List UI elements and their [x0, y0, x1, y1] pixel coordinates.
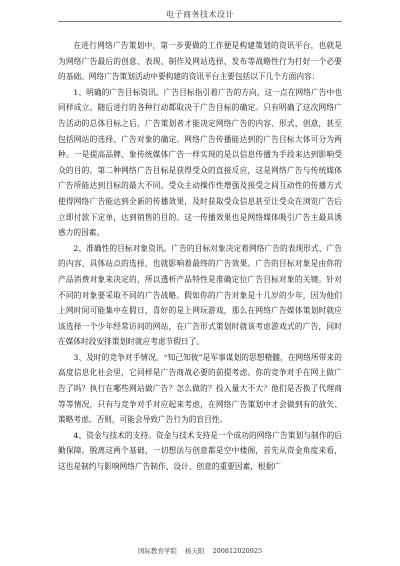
footer-school: 国际教育学院 [137, 547, 177, 555]
body-text [58, 38, 342, 475]
page-footer [0, 546, 400, 555]
footer-student-id: 200812020925 [212, 547, 263, 555]
header-divider [58, 21, 342, 22]
paragraph-competitor: 3、及时的竞争对手情况。“知己知彼”是军事谋划的思想精髓，在网络所带来的高度信息化社会里，它同样是广告商战必要的前提考虑。你的竞争对手在网上做广告了吗？执行在哪些网站做广告？怎么做的？投入量大不大？他们是否换了代理商等等情况，只有与竞争对手对应起来考虑，在网络广告策划中才会做到有的放矢、策略考虑。否则，可能会导致广告行为的盲目性。 [58, 352, 342, 425]
paragraph-funding-tech: 4、资金与技术的支持。资金与技术支持是一个成功的网络广告策划与制作的后勤保障。脱离这两个基础，一切想法与创意都是空中楼阁，首先从资金角度来看，这也是制约与影响网络广告制作、设计、创意的重要因素，根据广 [58, 430, 342, 472]
footer-author: 杨天阳 [184, 547, 205, 555]
paragraph-target-audience: 2、准确性的目标对象资讯。广告的目标对象决定着网络广告的表现形式、广告的内容、具体站点的选择，也就影响着最终的广告效果。广告的目标对象是由你的产品消费对象来决定的，所以透析产品特性是准确定位广告目标对象的关键。针对不同的对象要采取不同的广告战略。假如你的广告对象是十几岁的少年，因为他们上网时间可能集中在假日，喜好的是上网玩游戏，那么在网络广告媒体策划时就应该选择一个少年经常访问的网站，在广告形式策划时就该考虑游戏式的广告，同时在媒体时段安排策划时就应考虑节假日了。 [58, 243, 342, 347]
page-header-title: 电子商务技术设计 [166, 10, 234, 19]
intro-paragraph: 在进行网络广告策划中，第一步要做的工作便是构建策划的资讯平台，也就是为网络广告最后的创意、表现、制作及网站选择、发布等战略性行为打好一个必要的基础。网络广告策划活动中要构建的资讯平台主要包括以下几个方面内容： [58, 41, 342, 82]
paragraph-ad-goal: 1、明确的广告目标资讯。广告目标指引着广告的方向，这一点在网络广告中也同样成立。随后进行的各种行动都取决于广告目标的确定。只有明确了这次网络广告活动的总体目标之后，广告策划者才能决定网络广告的内容、形式、创意，甚至包括网站的选择、广告对象的确定。网络广告传播能达到的广告目标大体可分为两种。一是提高品牌、象传统媒体广告一样实现的是以信息传播为手段来达到影响受众的目的。第二种网络广告目标是获得受众的直接反应，这是网络广告与传统媒体广告所能达到目标的最大不同。受众主动操作性增强及接受之间互动性的传播方式使得网络广告能达到全新的传播效果，及时获取受众信息甚至让受众在浏览广告后立即付款下定单，达到销售的目的。这一传播效果也是网络媒体吸引广告主最具诱惑力的因素。 [58, 87, 342, 238]
